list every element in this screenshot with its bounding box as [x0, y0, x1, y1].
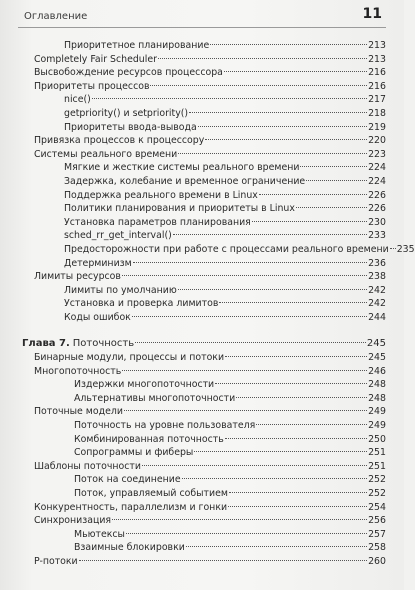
toc-entry-text: Альтернативы многопоточности: [74, 392, 236, 404]
dot-leader: [205, 139, 367, 140]
toc-entry-page: 223: [368, 148, 386, 160]
toc-entry-page: 235: [396, 244, 415, 255]
toc-entry-title: [64, 229, 172, 243]
toc-entry-title: [64, 311, 131, 325]
toc-entry-title: [34, 148, 177, 162]
toc-entry-page: 244: [368, 312, 386, 323]
toc-entry: [74, 528, 386, 542]
running-header-title: Оглавление: [24, 11, 88, 22]
dot-leader: [182, 478, 367, 479]
toc-entry-page: 245: [366, 338, 386, 350]
toc-entry: [74, 392, 386, 406]
toc-entry-title: [74, 392, 235, 406]
toc-entry: [64, 121, 386, 135]
toc-entry-text: Мьютексы: [74, 528, 125, 540]
toc-entry-title: [74, 419, 255, 433]
toc-entry: [64, 284, 386, 298]
dot-leader: [186, 546, 367, 547]
toc-entry-page: 213: [368, 53, 386, 65]
toc-entry-title: [34, 514, 111, 528]
toc-entry-text: Лимиты по умолчанию: [64, 284, 177, 296]
toc-entry-text: Детерминизм: [64, 257, 132, 269]
toc-entry-title: [64, 257, 132, 271]
toc-entry-title: [64, 107, 188, 121]
toc-entry-page: 250: [368, 433, 386, 445]
toc-entry-text: Комбинированная поточность: [74, 433, 224, 445]
toc-entry-text: Completely Fair Scheduler: [34, 53, 157, 65]
toc-entry-page: 230: [368, 216, 386, 228]
toc-entry-text: Поточность: [72, 338, 135, 350]
dot-leader: [296, 207, 367, 208]
toc-entry: [64, 107, 386, 121]
dot-leader: [215, 383, 367, 384]
toc-entry-page: 242: [368, 284, 386, 296]
toc-chapter-entry: [22, 337, 386, 351]
toc-entry: [64, 229, 386, 243]
dot-leader: [189, 112, 367, 113]
dot-leader: [133, 262, 367, 263]
toc-entry-title: [74, 528, 125, 542]
toc-entry-text: P-потоки: [34, 556, 78, 567]
toc-entry: [34, 80, 386, 94]
toc-entry-page: 252: [368, 474, 386, 486]
toc-entry-title: [64, 121, 197, 135]
toc-entry-page: 246: [368, 365, 386, 377]
toc-entry: [34, 148, 386, 162]
toc-entry-page: 254: [368, 501, 386, 513]
dot-leader: [300, 166, 367, 167]
header-rule: [18, 27, 386, 28]
toc-entry-title: [64, 202, 295, 216]
dot-leader: [224, 71, 367, 72]
dot-leader: [112, 519, 367, 520]
toc-entry: [74, 487, 386, 501]
toc-entry-title: [64, 39, 209, 53]
toc-entry-text: Поддержка реального времени в Linux: [64, 189, 258, 201]
dot-leader: [219, 302, 367, 303]
toc-entry-page: 251: [368, 447, 386, 459]
toc-entry-page: 233: [368, 230, 386, 242]
toc-entry-page: 219: [368, 121, 386, 133]
toc-entry: [64, 243, 415, 257]
toc-entry: [64, 175, 386, 189]
toc-entry-text: Поточные модели: [34, 406, 123, 418]
toc-entry-text: Многопоточность: [34, 365, 122, 377]
dot-leader: [142, 465, 367, 466]
toc-entry: [74, 446, 386, 460]
toc-entry-text: Бинарные модули, процессы и потоки: [34, 352, 225, 363]
toc-entry-page: 226: [368, 189, 386, 201]
toc-entry-page: 236: [368, 257, 386, 269]
toc-entry-title: [34, 405, 123, 419]
toc-entry-text: Коды ошибок: [64, 312, 131, 323]
toc-entry: [74, 419, 386, 433]
toc-entry: [34, 351, 386, 365]
toc-entry-title: [64, 161, 299, 175]
toc-entry-page: 260: [368, 556, 386, 567]
toc-entry-title: [34, 270, 121, 284]
toc-entry: [64, 297, 386, 311]
toc-entry-page: 249: [368, 406, 386, 418]
toc-entry: [74, 433, 386, 447]
toc-entry: [74, 378, 386, 392]
toc-entry: [74, 473, 386, 487]
toc-entry-text: Мягкие и жесткие системы реального времени: [64, 162, 300, 174]
dot-leader: [122, 275, 367, 276]
toc-entry-text: Привязка процессов к процессору: [34, 135, 205, 147]
toc-entry-page: 216: [368, 80, 386, 92]
toc-entry-text: Конкурентность, параллелизм и гонки: [34, 501, 228, 513]
toc-entry-text: Приоритеты процессов: [34, 80, 150, 92]
toc-entry: [34, 270, 386, 284]
dot-leader: [198, 126, 367, 127]
toc-entry-title: [64, 243, 389, 257]
toc-entry-page: 258: [368, 542, 386, 554]
toc-entry-text: Установка параметров планирования: [64, 216, 251, 228]
toc-entry: [34, 405, 386, 419]
toc-entry-title: [22, 337, 134, 351]
toc-entry-title: [64, 93, 91, 107]
toc-entry-title: [34, 365, 121, 379]
dot-leader: [92, 98, 367, 99]
toc-entry: [64, 93, 386, 107]
dot-leader: [236, 397, 367, 398]
toc-entry-page: 249: [368, 420, 386, 431]
dot-leader: [228, 506, 367, 507]
toc-entry-title: [74, 378, 214, 392]
toc-entry-title: [34, 80, 149, 94]
dot-leader: [150, 85, 367, 86]
toc-entry-text: Политики планирования и приоритеты в Linux: [64, 203, 295, 215]
dot-leader: [225, 438, 367, 439]
toc-entry: [64, 311, 386, 325]
toc-entry-text: Приоритеты ввода-вывода: [64, 121, 197, 133]
dot-leader: [229, 492, 367, 493]
chapter-label: Глава 7.: [22, 338, 70, 350]
dot-leader: [194, 451, 367, 452]
dot-leader: [256, 424, 367, 425]
toc-entry-title: [64, 216, 251, 230]
toc-entry-page: 218: [368, 108, 386, 119]
dot-leader: [306, 180, 367, 181]
toc-entry: [64, 39, 386, 53]
toc-entry-text: Предосторожности при работе с процессами реального времени: [64, 244, 389, 255]
toc-entry-page: 213: [368, 40, 386, 51]
toc-entry-title: [34, 351, 224, 365]
toc-entry-title: [34, 555, 78, 569]
toc-entry-title: [74, 473, 181, 487]
toc-entry-text: Сопрограммы и фиберы: [74, 447, 194, 459]
dot-leader: [135, 342, 366, 343]
toc-entry-text: sched_rr_get_interval(): [64, 230, 172, 242]
toc-entry-text: Лимиты ресурсов: [34, 271, 121, 283]
dot-leader: [124, 410, 367, 411]
toc-entry-text: Поток на соединение: [74, 474, 181, 486]
toc-entry-title: [74, 433, 224, 447]
dot-leader: [178, 289, 367, 290]
dot-leader: [178, 153, 367, 154]
toc-entry-title: [64, 175, 305, 189]
dot-leader: [122, 370, 367, 371]
dot-leader: [126, 533, 367, 534]
toc-entry-text: nice(): [64, 94, 91, 106]
toc-entry-title: [34, 501, 227, 515]
dot-leader: [252, 221, 367, 222]
toc-entry-title: [74, 541, 185, 555]
dot-leader: [173, 234, 367, 235]
toc-entry-page: 245: [368, 352, 386, 363]
toc-entry: [34, 365, 386, 379]
toc-entry-page: 224: [368, 162, 386, 174]
toc-entry: [64, 202, 386, 216]
toc-entry: [74, 541, 386, 555]
dot-leader: [259, 194, 367, 195]
toc-entry-page: 226: [368, 203, 386, 215]
toc-entry: [34, 66, 386, 80]
toc-entry-text: Шаблоны поточности: [34, 460, 141, 472]
dot-leader: [225, 356, 367, 357]
toc-entry: [34, 555, 386, 569]
toc-entry-text: getpriority() и setpriority(): [64, 108, 189, 119]
dot-leader: [390, 248, 396, 249]
toc-entry-text: Установка и проверка лимитов: [64, 298, 219, 310]
toc-entry: [34, 53, 386, 67]
toc-entry: [64, 189, 386, 203]
toc-entry-text: Издержки многопоточности: [74, 379, 215, 391]
toc-entry-page: 216: [368, 67, 386, 79]
toc-entry-page: 242: [368, 298, 386, 310]
toc-entry-page: 224: [368, 176, 386, 187]
toc-entry-page: 257: [368, 528, 386, 540]
toc-entry-text: Поток, управляемый событием: [74, 488, 228, 499]
toc-entry-page: 238: [368, 271, 386, 283]
toc-entry-page: 248: [368, 379, 386, 391]
toc-entry-title: [64, 189, 258, 203]
toc-entry: [64, 161, 386, 175]
toc-entry-title: [74, 487, 228, 501]
toc-entry-text: Задержка, колебание и временное ограничение: [64, 176, 306, 187]
toc-entry-page: 252: [368, 488, 386, 499]
toc-entry-title: [64, 284, 177, 298]
toc-entry-text: Системы реального времени: [34, 148, 178, 160]
toc-entry-title: [34, 460, 141, 474]
toc-entry-title: [74, 446, 193, 460]
toc-entry-title: [34, 66, 223, 80]
toc-entry-text: Приоритетное планирование: [64, 40, 210, 51]
toc-entry: [34, 514, 386, 528]
toc-entry-title: [34, 134, 204, 148]
toc-entry-text: Синхронизация: [34, 515, 112, 527]
toc-entry-text: Взаимные блокировки: [74, 542, 185, 554]
toc-entry: [34, 134, 386, 148]
page-number: 11: [362, 6, 382, 22]
toc-entry: [34, 460, 386, 474]
toc-entry: [64, 216, 386, 230]
toc-entry-title: [34, 53, 157, 67]
toc-entry-page: 217: [368, 94, 386, 106]
dot-leader: [210, 44, 367, 45]
dot-leader: [132, 316, 367, 317]
toc-entry-page: 248: [368, 392, 386, 404]
toc-entry-page: 220: [368, 135, 386, 147]
toc-entry: [64, 257, 386, 271]
toc-entry: [34, 501, 386, 515]
toc-entry-page: 251: [368, 460, 386, 472]
toc-entry-text: Поточность на уровне пользователя: [74, 420, 256, 431]
toc-entry-text: Высвобождение ресурсов процессора: [34, 67, 223, 79]
dot-leader: [158, 58, 367, 59]
toc-entry-page: 256: [368, 515, 386, 527]
dot-leader: [79, 560, 367, 561]
toc-entry-title: [64, 297, 218, 311]
